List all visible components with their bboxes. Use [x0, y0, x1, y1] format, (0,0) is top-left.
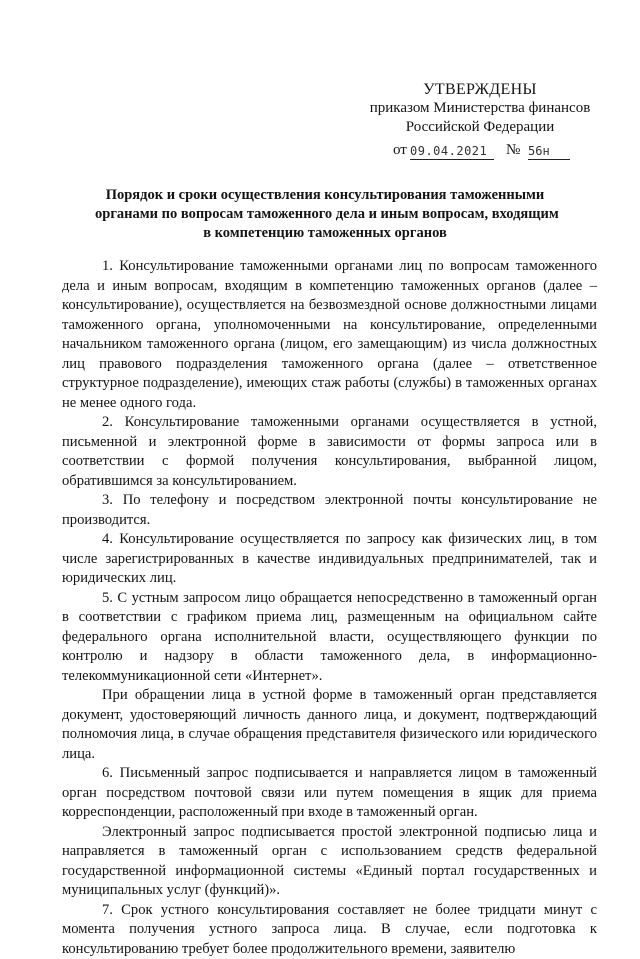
order-from-label: от [393, 141, 407, 160]
order-number: 56н [528, 143, 570, 160]
order-number-label: № [506, 141, 520, 160]
paragraph: Электронный запрос подписывается простой электронной подписью лица и направляется в таможенный орган с использованием средств федеральной государственной информационной системы «Единый портал государственных и муниципальных услуг (функций)». [62, 823, 597, 901]
approval-stamp [360, 80, 600, 161]
paragraph: 5. С устным запросом лицо обращается непосредственно в таможенный орган в соответствии с графиком приема лиц, размещенным на официальном сайте федерального органа исполнительной власти, осуществляющего функции по контролю и надзору в области таможенного дела, в информационно-телекоммуникационной сети «Интернет». [62, 589, 597, 687]
approval-issuer-line2: Российской Федерации [360, 118, 600, 137]
title-line: в компетенцию таможенных органов [95, 224, 555, 243]
paragraph: 4. Консультирование осуществляется по запросу как физических лиц, в том числе зарегистрированных в качестве индивидуальных предпринимателей, так и юридических лиц. [62, 530, 597, 589]
paragraph: 7. Срок устного консультирования составляет не более тридцати минут с момента получения устного запроса лица. В случае, если подготовка к консультированию требует более продолжительного времени, заявителю [62, 901, 597, 959]
paragraph: 2. Консультирование таможенными органами осуществляется в устной, письменной и электронной форме в зависимости от формы запроса или в соответствии с формой получения консультирования, выбранной лицом, обратившимся за консультированием. [62, 413, 597, 491]
document-title [95, 186, 555, 243]
approval-heading: УТВЕРЖДЕНЫ [360, 80, 600, 99]
paragraph: 1. Консультирование таможенными органами лиц по вопросам таможенного дела и иным вопросам, входящим в компетенцию таможенных органов (далее – консультирование), осуществляется на безвозмездной основе должностными лицами таможенного органа, уполномоченными на консультирование, определенными начальником таможенного органа (лицом, его замещающим) из числа должностных лиц правового подразделения таможенного органа (далее – ответственное структурное подразделение), имеющих стаж работы (службы) в таможенных органах не менее одного года. [62, 257, 597, 413]
order-reference [360, 139, 600, 161]
paragraph: При обращении лица в устной форме в таможенный орган представляется документ, удостоверяющий личность данного лица, и документ, подтверждающий полномочия лица, в случае обращения представителя физического или юридического лица. [62, 686, 597, 764]
approval-issuer-line1: приказом Министерства финансов [360, 99, 600, 118]
title-line: Порядок и сроки осуществления консультирования таможенными [95, 186, 555, 205]
title-line: органами по вопросам таможенного дела и иным вопросам, входящим [95, 205, 555, 224]
paragraph: 6. Письменный запрос подписывается и направляется лицом в таможенный орган посредством почтовой связи или путем помещения в ящик для приема корреспонденции, расположенный при входе в таможенный орган. [62, 764, 597, 823]
order-date: 09.04.2021 [410, 143, 494, 160]
paragraph: 3. По телефону и посредством электронной почты консультирование не производится. [62, 491, 597, 530]
document-body [62, 257, 597, 959]
